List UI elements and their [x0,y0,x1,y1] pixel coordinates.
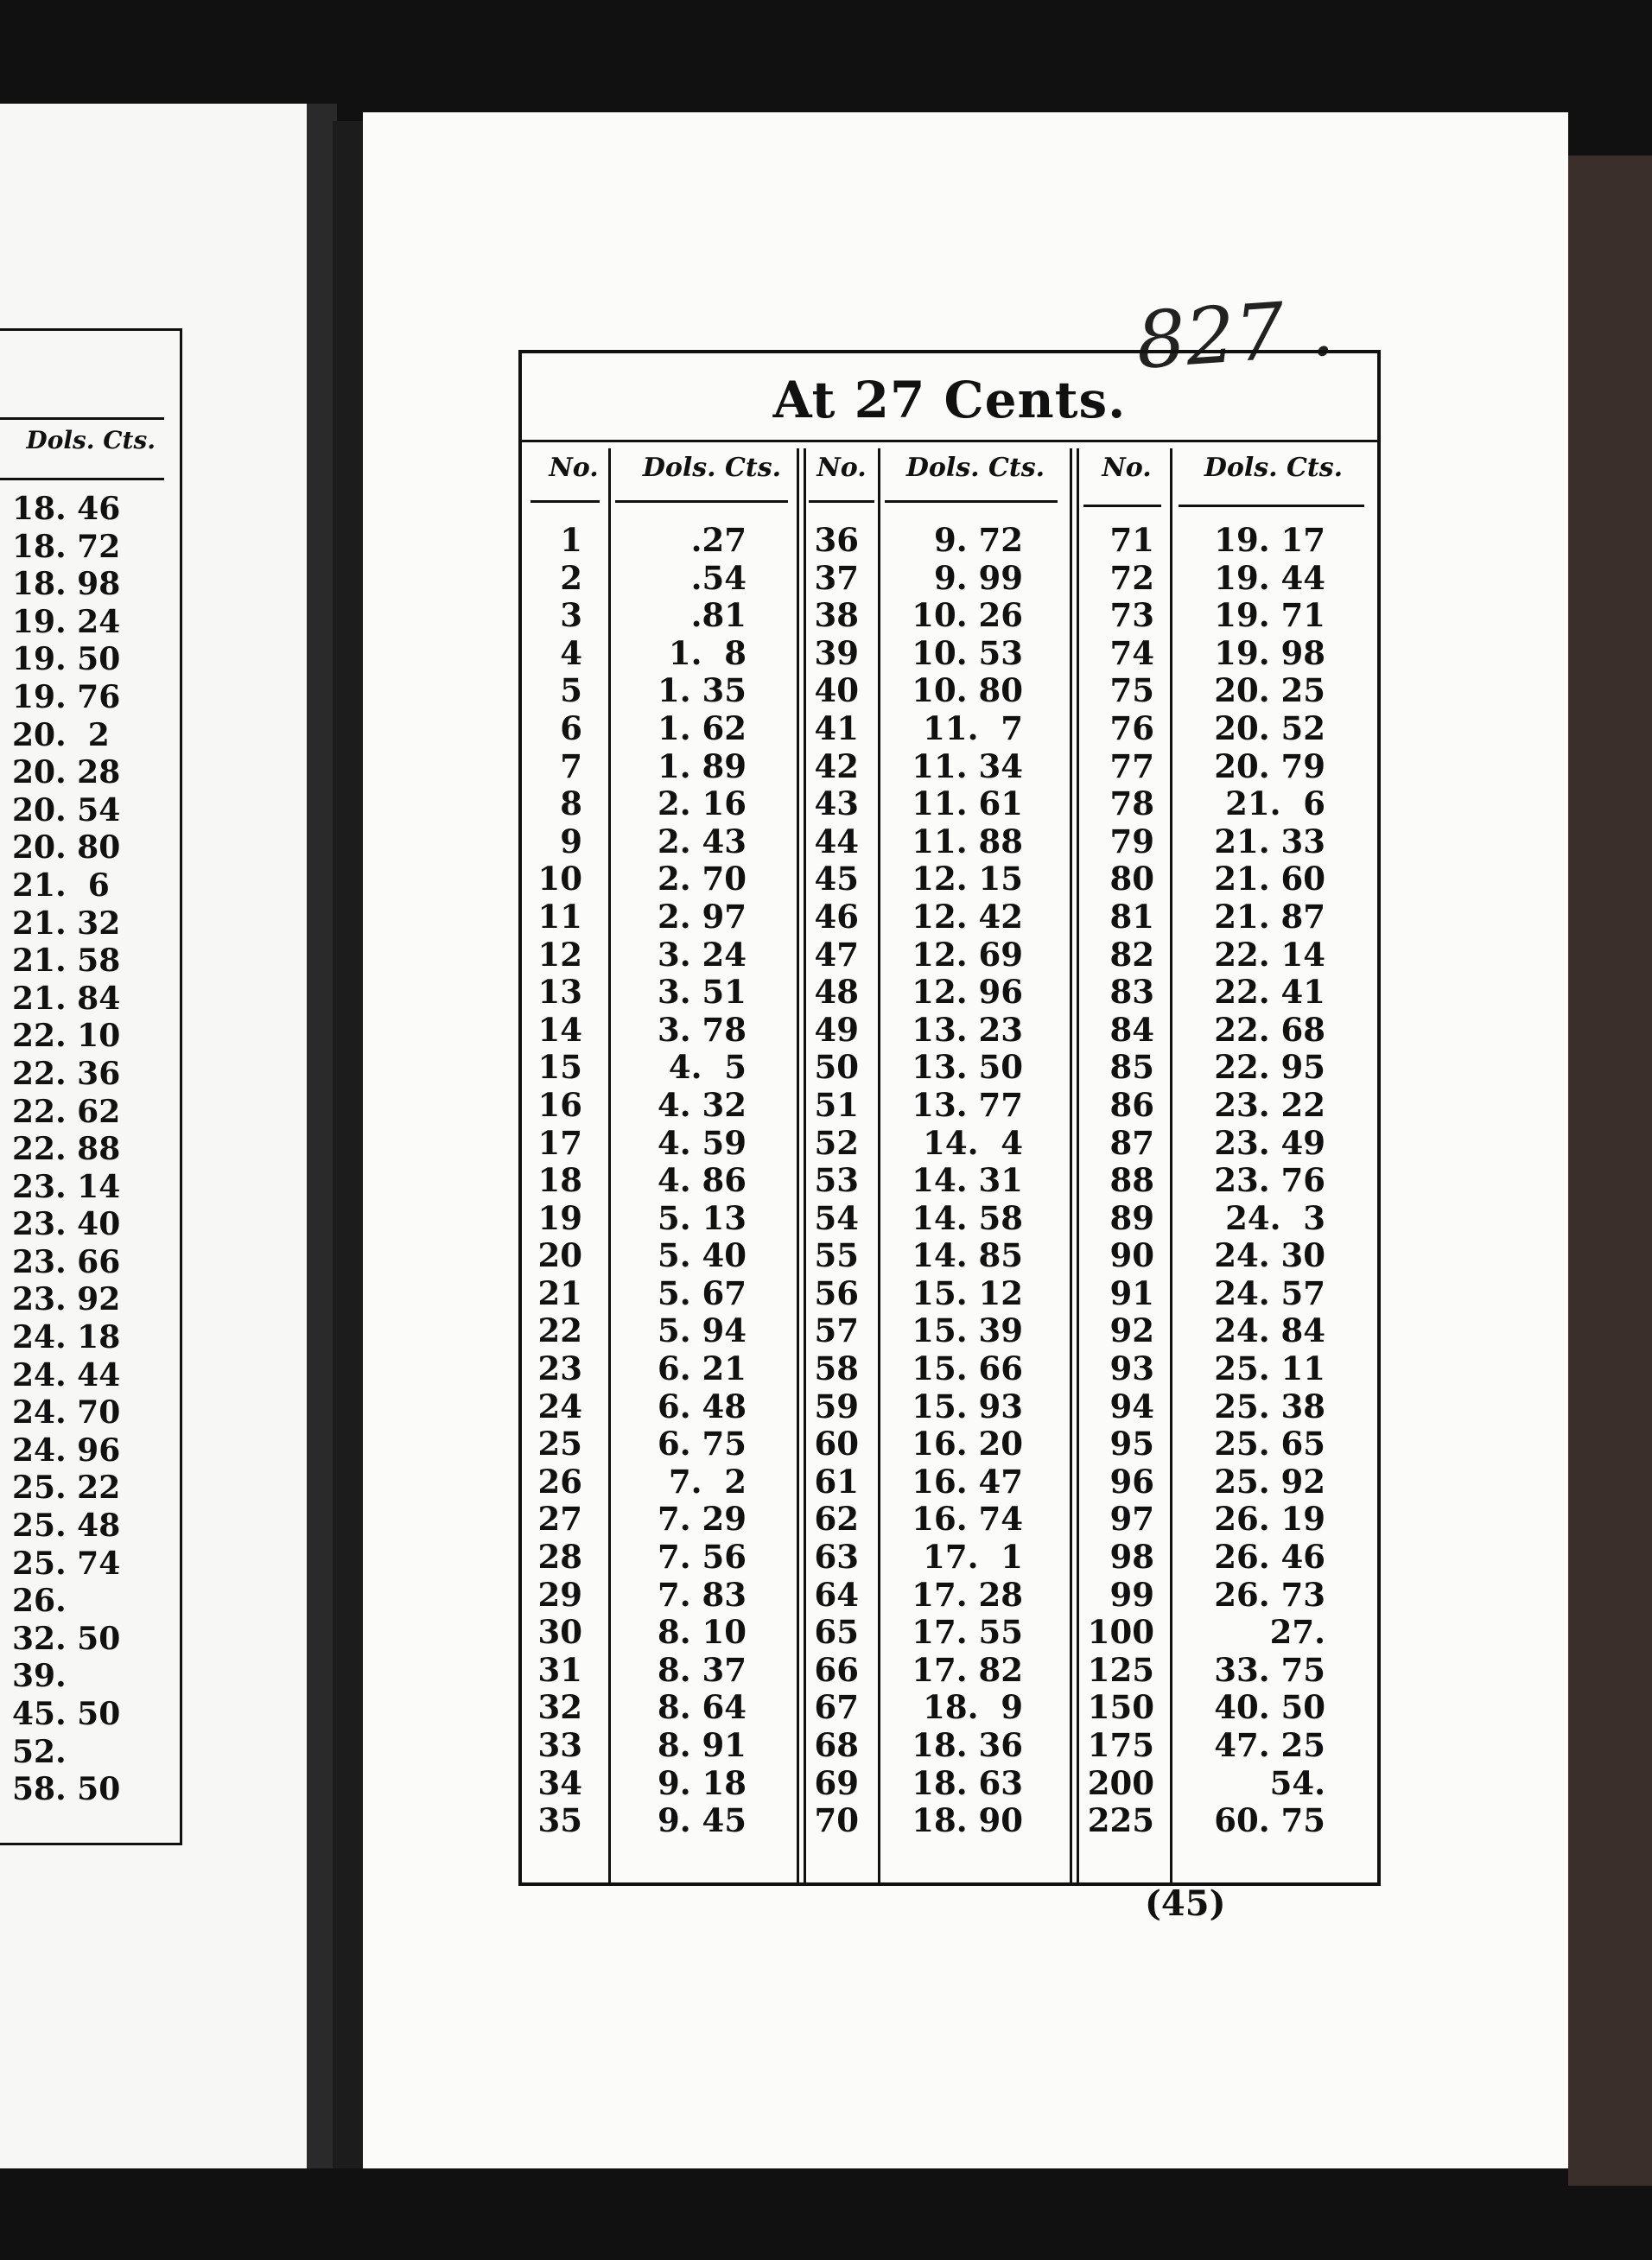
row-amount: 24. 57 [1214,1273,1325,1312]
row-amount: 15. 39 [912,1311,1023,1350]
row-amount: 26. 19 [1214,1500,1325,1539]
row-number: 63 [814,1538,859,1577]
row-amount: 2. 43 [658,822,747,860]
row-number: 11 [537,897,582,936]
row-amount: 13. 23 [912,1010,1023,1049]
table-title: At 27 Cents. [772,371,1127,429]
row-amount: 19. 71 [1214,596,1325,635]
left-column-header: Dols. Cts. [26,426,156,454]
row-number: 82 [1109,935,1154,974]
row-amount: 26. 46 [1214,1538,1325,1577]
row-amount: 18. 90 [912,1801,1023,1840]
row-amount: 2. 70 [658,860,747,898]
row-number: 71 [1109,521,1154,559]
row-number: 61 [814,1462,859,1501]
row-number: 53 [814,1161,859,1200]
row-number: 12 [537,935,582,974]
row-number: 41 [814,708,859,747]
row-amount: 9. 45 [658,1801,747,1840]
row-number: 46 [814,897,859,936]
row-amount: 9. 72 [934,521,1023,559]
left-value: 23. 92 [12,1281,121,1318]
row-amount: 11. 34 [912,746,1023,785]
row-amount: 24. 84 [1214,1311,1325,1350]
row-amount: 7. 83 [658,1575,747,1614]
row-amount: 22. 14 [1214,935,1325,974]
row-amount: 14. 85 [912,1236,1023,1275]
row-number: 45 [814,860,859,898]
row-number: 17 [537,1123,582,1162]
row-amount: 20. 79 [1214,746,1325,785]
row-amount: 25. 11 [1214,1349,1325,1388]
divider-1b [797,448,799,1882]
row-amount: 10. 80 [912,671,1023,710]
header-rule-dols-3 [1179,505,1364,507]
row-number: 21 [537,1273,582,1312]
row-number: 100 [1087,1613,1154,1652]
row-amount: 12. 96 [912,973,1023,1012]
row-number: 78 [1109,784,1154,823]
row-number: 28 [537,1538,582,1577]
row-amount: 7. 2 [668,1462,747,1501]
row-amount: 47. 25 [1214,1726,1325,1764]
row-amount: 4. 32 [658,1085,747,1124]
row-number: 73 [1109,596,1154,635]
left-rule-top [0,417,164,420]
row-number: 225 [1087,1801,1154,1840]
row-amount: 12. 15 [912,860,1023,898]
left-value: 19. 76 [12,678,121,715]
row-amount: 17. 82 [912,1650,1023,1689]
left-value: 21. 32 [12,905,121,942]
row-amount: 22. 41 [1214,973,1325,1012]
row-amount: 22. 95 [1214,1048,1325,1087]
row-amount: 5. 67 [658,1273,747,1312]
left-value: 20. 54 [12,791,121,828]
row-number: 91 [1109,1273,1154,1312]
row-number: 56 [814,1273,859,1312]
header-rule-dols-1 [615,500,788,503]
left-value: 25. 74 [12,1545,121,1582]
left-value: 24. 44 [12,1356,121,1393]
left-value: 21. 58 [12,943,121,980]
left-value: 21. 6 [12,867,110,904]
row-amount: 15. 66 [912,1349,1023,1388]
row-number: 64 [814,1575,859,1614]
left-value: 21. 84 [12,980,121,1017]
row-amount: 11. 7 [923,708,1023,747]
row-number: 83 [1109,973,1154,1012]
row-number: 90 [1109,1236,1154,1275]
row-amount: 40. 50 [1214,1688,1325,1727]
row-amount: 8. 64 [658,1688,747,1727]
row-amount: 1. 62 [658,708,747,747]
row-amount: 19. 17 [1214,521,1325,559]
row-number: 29 [537,1575,582,1614]
row-amount: 9. 99 [934,558,1023,597]
row-amount: 54. [1269,1763,1325,1802]
row-number: 54 [814,1198,859,1237]
row-number: 35 [537,1801,582,1840]
left-value: 22. 88 [12,1131,121,1168]
row-number: 96 [1109,1462,1154,1501]
row-amount: 15. 93 [912,1387,1023,1425]
row-number: 2 [560,558,582,597]
col-header-no-1: No. [549,453,599,483]
row-amount: 21. 87 [1214,897,1325,936]
row-number: 4 [560,633,582,672]
left-value: 58. 50 [12,1771,121,1808]
row-number: 20 [537,1236,582,1275]
row-amount: 2. 16 [658,784,747,823]
divider-3a [1170,448,1172,1882]
row-amount: 18. 63 [912,1763,1023,1802]
row-number: 99 [1109,1575,1154,1614]
left-value: 24. 18 [12,1319,121,1356]
row-number: 85 [1109,1048,1154,1087]
row-number: 66 [814,1650,859,1689]
row-amount: 4. 59 [658,1123,747,1162]
row-number: 60 [814,1425,859,1463]
left-value: 24. 70 [12,1394,121,1432]
no-column-3 [1075,522,1154,1840]
row-amount: 19. 44 [1214,558,1325,597]
row-number: 57 [814,1311,859,1350]
row-amount: 19. 98 [1214,633,1325,672]
row-number: 16 [537,1085,582,1124]
row-amount: 4. 5 [668,1048,747,1087]
row-number: 79 [1109,822,1154,860]
row-amount: 1. 8 [668,633,747,672]
row-amount: 1. 35 [658,671,747,710]
row-amount: .54 [690,558,747,597]
divider-2b [1070,448,1072,1882]
row-number: 22 [537,1311,582,1350]
row-number: 89 [1109,1198,1154,1237]
left-page-table [0,328,182,1845]
divider-1a [608,448,611,1882]
row-number: 93 [1109,1349,1154,1388]
row-amount: 3. 24 [658,935,747,974]
row-amount: .81 [690,596,747,635]
row-amount: 5. 40 [658,1236,747,1275]
row-amount: 12. 69 [912,935,1023,974]
row-number: 6 [560,708,582,747]
row-number: 98 [1109,1538,1154,1577]
row-number: 125 [1087,1650,1154,1689]
row-number: 69 [814,1763,859,1802]
row-number: 94 [1109,1387,1154,1425]
row-amount: 21. 6 [1225,784,1325,823]
page-number: (45) [1145,1883,1226,1924]
left-value: 23. 66 [12,1243,121,1280]
amount-column-3 [1196,522,1325,1840]
row-number: 42 [814,746,859,785]
row-amount: 14. 31 [912,1161,1023,1200]
left-value: 45. 50 [12,1696,121,1732]
col-header-no-2: No. [816,453,867,483]
row-amount: 5. 94 [658,1311,747,1350]
row-amount: 33. 75 [1214,1650,1325,1689]
row-amount: 11. 61 [912,784,1023,823]
row-amount: 6. 75 [658,1425,747,1463]
row-number: 15 [537,1048,582,1087]
row-amount: 14. 58 [912,1198,1023,1237]
title-rule [522,440,1377,442]
row-number: 150 [1087,1688,1154,1727]
row-amount: 23. 22 [1214,1085,1325,1124]
left-value: 23. 14 [12,1168,121,1205]
row-amount: 25. 65 [1214,1425,1325,1463]
row-number: 59 [814,1387,859,1425]
left-value: 22. 36 [12,1055,121,1092]
row-amount: 16. 20 [912,1425,1023,1463]
row-number: 33 [537,1726,582,1764]
no-column-1 [529,522,582,1840]
row-number: 7 [560,746,582,785]
left-value: 25. 48 [12,1508,121,1545]
row-number: 24 [537,1387,582,1425]
left-value: 25. 22 [12,1470,121,1507]
left-value: 26. [12,1583,67,1620]
left-value: 22. 10 [12,1018,121,1055]
row-number: 43 [814,784,859,823]
row-number: 39 [814,633,859,672]
row-amount: 6. 21 [658,1349,747,1388]
book-edge [1568,156,1652,2186]
row-number: 68 [814,1726,859,1764]
col-header-dols-1: Dols. Cts. [642,453,782,483]
row-amount: 7. 29 [658,1500,747,1539]
row-amount: 5. 13 [658,1198,747,1237]
row-amount: 22. 68 [1214,1010,1325,1049]
row-number: 75 [1109,671,1154,710]
header-rule-no-3 [1083,505,1161,507]
row-amount: 13. 77 [912,1085,1023,1124]
row-number: 84 [1109,1010,1154,1049]
row-amount: 9. 18 [658,1763,747,1802]
row-number: 52 [814,1123,859,1162]
left-value: 19. 50 [12,641,121,678]
row-number: 44 [814,822,859,860]
row-number: 88 [1109,1161,1154,1200]
row-amount: 3. 78 [658,1010,747,1049]
row-number: 74 [1109,633,1154,672]
row-amount: 21. 60 [1214,860,1325,898]
row-amount: 4. 86 [658,1161,747,1200]
row-amount: 8. 37 [658,1650,747,1689]
row-number: 72 [1109,558,1154,597]
left-value: 20. 28 [12,754,121,791]
row-number: 50 [814,1048,859,1087]
row-number: 80 [1109,860,1154,898]
row-number: 26 [537,1462,582,1501]
row-number: 51 [814,1085,859,1124]
row-number: 86 [1109,1085,1154,1124]
row-number: 5 [560,671,582,710]
row-amount: 1. 89 [658,746,747,785]
row-number: 70 [814,1801,859,1840]
row-number: 37 [814,558,859,597]
row-amount: 18. 9 [923,1688,1023,1727]
row-amount: 16. 74 [912,1500,1023,1539]
row-amount: 24. 3 [1225,1198,1325,1237]
row-amount: 8. 10 [658,1613,747,1652]
row-amount: 11. 88 [912,822,1023,860]
book-gutter [333,121,365,2168]
row-amount: 20. 25 [1214,671,1325,710]
row-number: 77 [1109,746,1154,785]
left-value: 39. [12,1658,67,1695]
header-rule-no-1 [531,500,600,503]
header-rule-no-2 [809,500,874,503]
col-header-dols-3: Dols. Cts. [1204,453,1344,483]
row-number: 36 [814,521,859,559]
no-column-2 [807,522,859,1840]
row-number: 97 [1109,1500,1154,1539]
left-value: 20. 2 [12,716,110,753]
row-number: 34 [537,1763,582,1802]
row-amount: 25. 92 [1214,1462,1325,1501]
row-amount: .27 [690,521,747,559]
row-amount: 26. 73 [1214,1575,1325,1614]
col-header-dols-2: Dols. Cts. [905,453,1045,483]
row-number: 30 [537,1613,582,1652]
handwritten-note: 827 . [1133,282,1337,387]
row-number: 9 [560,822,582,860]
row-amount: 15. 12 [912,1273,1023,1312]
row-number: 81 [1109,897,1154,936]
row-number: 10 [537,860,582,898]
divider-2a [878,448,880,1882]
col-header-no-3: No. [1102,453,1152,483]
row-amount: 17. 55 [912,1613,1023,1652]
row-amount: 6. 48 [658,1387,747,1425]
row-number: 47 [814,935,859,974]
row-number: 49 [814,1010,859,1049]
left-value: 52. [12,1733,67,1770]
left-value: 18. 98 [12,566,121,603]
row-number: 31 [537,1650,582,1689]
left-value: 23. 40 [12,1206,121,1243]
row-number: 92 [1109,1311,1154,1350]
row-number: 32 [537,1688,582,1727]
row-number: 62 [814,1500,859,1539]
rate-table [518,350,1381,1886]
row-amount: 3. 51 [658,973,747,1012]
left-value: 22. 62 [12,1093,121,1130]
row-amount: 25. 38 [1214,1387,1325,1425]
row-number: 8 [560,784,582,823]
row-amount: 16. 47 [912,1462,1023,1501]
row-amount: 14. 4 [923,1123,1023,1162]
row-number: 25 [537,1425,582,1463]
row-number: 65 [814,1613,859,1652]
row-amount: 23. 49 [1214,1123,1325,1162]
row-number: 23 [537,1349,582,1388]
left-value: 19. 24 [12,603,121,640]
row-amount: 17. 1 [923,1538,1023,1577]
row-number: 175 [1087,1726,1154,1764]
row-number: 14 [537,1010,582,1049]
row-amount: 24. 30 [1214,1236,1325,1275]
row-amount: 2. 97 [658,897,747,936]
divider-1c [804,448,806,1882]
row-number: 76 [1109,708,1154,747]
row-number: 19 [537,1198,582,1237]
row-amount: 12. 42 [912,897,1023,936]
left-value: 18. 72 [12,528,121,565]
row-number: 3 [560,596,582,635]
row-amount: 27. [1269,1613,1325,1652]
amount-column-2 [893,522,1023,1840]
row-amount: 10. 53 [912,633,1023,672]
row-number: 67 [814,1688,859,1727]
left-value: 32. 50 [12,1620,121,1657]
row-number: 1 [560,521,582,559]
row-number: 200 [1087,1763,1154,1802]
row-number: 38 [814,596,859,635]
row-amount: 8. 91 [658,1726,747,1764]
row-amount: 23. 76 [1214,1161,1325,1200]
row-amount: 20. 52 [1214,708,1325,747]
left-rule-header [0,478,164,480]
row-number: 27 [537,1500,582,1539]
row-amount: 18. 36 [912,1726,1023,1764]
row-amount: 13. 50 [912,1048,1023,1087]
row-amount: 17. 28 [912,1575,1023,1614]
row-number: 87 [1109,1123,1154,1162]
row-number: 13 [537,973,582,1012]
row-number: 48 [814,973,859,1012]
row-number: 95 [1109,1425,1154,1463]
row-amount: 60. 75 [1214,1801,1325,1840]
left-value: 20. 80 [12,829,121,867]
left-values-column [12,491,168,1809]
row-number: 58 [814,1349,859,1388]
row-number: 40 [814,671,859,710]
left-value: 24. 96 [12,1432,121,1469]
left-value: 18. 46 [12,491,121,527]
row-amount: 7. 56 [658,1538,747,1577]
amount-column-1 [626,522,747,1840]
header-rule-dols-2 [885,500,1058,503]
row-number: 55 [814,1236,859,1275]
row-number: 18 [537,1161,582,1200]
row-amount: 21. 33 [1214,822,1325,860]
row-amount: 10. 26 [912,596,1023,635]
